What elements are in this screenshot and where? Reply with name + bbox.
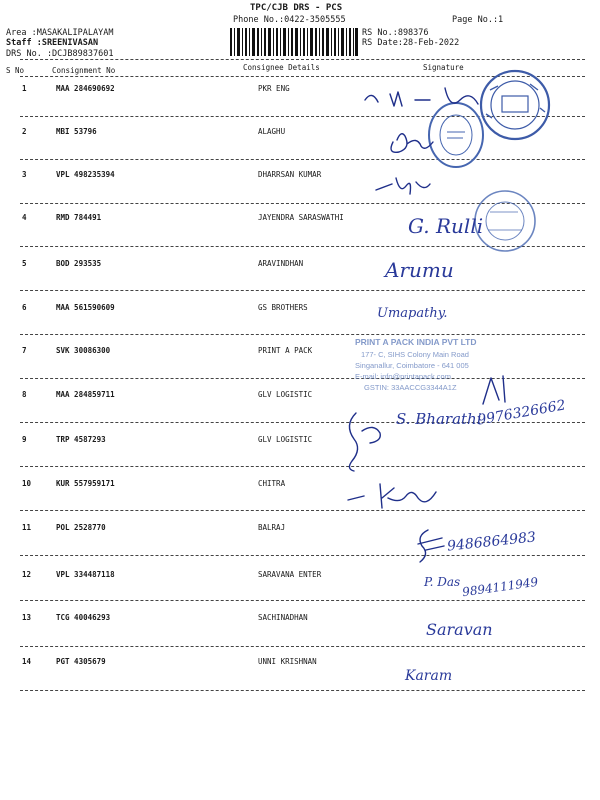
row-sno: 9	[22, 435, 27, 444]
row-consignee: SACHINADHAN	[258, 613, 308, 622]
row-consignment: MAA 284859711	[56, 390, 115, 399]
row-sno: 8	[22, 390, 27, 399]
divider	[20, 290, 585, 291]
row-sno: 7	[22, 346, 27, 355]
drs-number: DRS No. :DCJB89837601	[6, 49, 114, 59]
divider	[20, 159, 585, 160]
row-consignment: POL 2528770	[56, 523, 106, 532]
signature-row-4: G. Rulli	[408, 214, 484, 238]
row-consignment: BOD 293535	[56, 259, 102, 268]
signature-row-3	[370, 172, 440, 200]
signature-row-12: P. Das	[424, 575, 461, 589]
row-consignment: TCG 40046293	[56, 613, 111, 622]
col-consignee: Consignee Details	[243, 63, 320, 72]
area-label: Area :MASAKALIPALAYAM	[6, 28, 114, 38]
col-consignment: Consignment No	[52, 66, 116, 75]
divider	[20, 466, 585, 467]
row-consignment: KUR 557959171	[56, 479, 115, 488]
row-consignee: PKR ENG	[258, 84, 290, 93]
signature-row-8-phone: 9976326662	[476, 397, 567, 429]
signature-row-1	[360, 80, 485, 118]
row-sno: 4	[22, 213, 27, 222]
divider	[20, 600, 585, 601]
signature-row-10	[340, 478, 450, 512]
signature-row-11	[408, 524, 452, 568]
stamp-company: PRINT A PACK INDIA PVT LTD	[355, 337, 477, 347]
row-consignment: SVK 30086300	[56, 346, 111, 355]
signature-row-14: Karam	[405, 668, 453, 684]
signature-row-2	[385, 126, 455, 160]
row-consignment: MAA 561590609	[56, 303, 115, 312]
row-consignee: BALRAJ	[258, 523, 286, 532]
row-sno: 1	[22, 84, 27, 93]
signature-row-8-mark	[340, 405, 388, 475]
divider	[20, 690, 585, 691]
stamp-gstin: GSTIN: 33AACCG3344A1Z	[364, 383, 457, 392]
row-sno: 6	[22, 303, 27, 312]
row-consignee: ARAVINDHAN	[258, 259, 304, 268]
stamp-address-line-2: Singanallur, Coimbatore - 641 005	[355, 361, 469, 370]
signature-row-5: Arumu	[385, 258, 454, 282]
rs-number: RS No.:898376	[362, 28, 429, 38]
divider	[20, 646, 585, 647]
row-sno: 12	[22, 570, 32, 579]
signature-row-7	[475, 370, 515, 410]
row-consignment: PGT 4305679	[56, 657, 106, 666]
col-sno: S No	[6, 66, 25, 75]
report-title: TPC/CJB DRS - PCS	[250, 3, 343, 13]
divider	[20, 555, 585, 556]
signature-row-13: Saravan	[426, 620, 493, 639]
row-consignment: MBI 53796	[56, 127, 97, 136]
signature-row-12-phone: 9894111949	[461, 574, 539, 600]
phone-number: Phone No.:0422-3505555	[233, 15, 346, 25]
row-consignment: VPL 498235394	[56, 170, 115, 179]
staff-label: Staff :SREENIVASAN	[6, 38, 99, 48]
signature-row-8: S. Bharathi	[396, 410, 482, 428]
row-consignee: JAYENDRA SARASWATHI	[258, 213, 344, 222]
row-consignment: TRP 4587293	[56, 435, 106, 444]
row-consignee: PRINT A PACK	[258, 346, 313, 355]
row-consignment: VPL 334487118	[56, 570, 115, 579]
row-sno: 11	[22, 523, 32, 532]
company-seal-icon	[478, 68, 552, 142]
divider	[20, 59, 585, 60]
row-consignee: GS BROTHERS	[258, 303, 308, 312]
page-number: Page No.:1	[452, 15, 504, 25]
row-consignee: DHARRSAN KUMAR	[258, 170, 322, 179]
barcode	[230, 28, 358, 56]
col-signature: Signature	[423, 63, 464, 72]
signature-row-11-phone: 9486864983	[446, 529, 537, 555]
row-consignee: CHITRA	[258, 479, 286, 488]
rs-date: RS Date:28-Feb-2022	[362, 38, 460, 48]
row-consignee: UNNI KRISHNAN	[258, 657, 317, 666]
row-consignee: GLV LOGISTIC	[258, 390, 313, 399]
row-consignment: MAA 284690692	[56, 84, 115, 93]
row-sno: 2	[22, 127, 27, 136]
row-sno: 14	[22, 657, 32, 666]
divider	[20, 510, 585, 511]
row-consignee: SARAVANA ENTER	[258, 570, 322, 579]
signature-row-6: Umapathy.	[377, 306, 448, 321]
stamp-email: E-mail: info@printapack.com	[355, 372, 451, 381]
row-consignment: RMD 784491	[56, 213, 102, 222]
row-sno: 5	[22, 259, 27, 268]
row-sno: 3	[22, 170, 27, 179]
row-sno: 13	[22, 613, 32, 622]
divider	[20, 334, 585, 335]
row-consignee: GLV LOGISTIC	[258, 435, 313, 444]
row-sno: 10	[22, 479, 32, 488]
row-consignee: ALAGHU	[258, 127, 286, 136]
stamp-address-line-1: 177- C, SIHS Colony Main Road	[361, 350, 469, 359]
